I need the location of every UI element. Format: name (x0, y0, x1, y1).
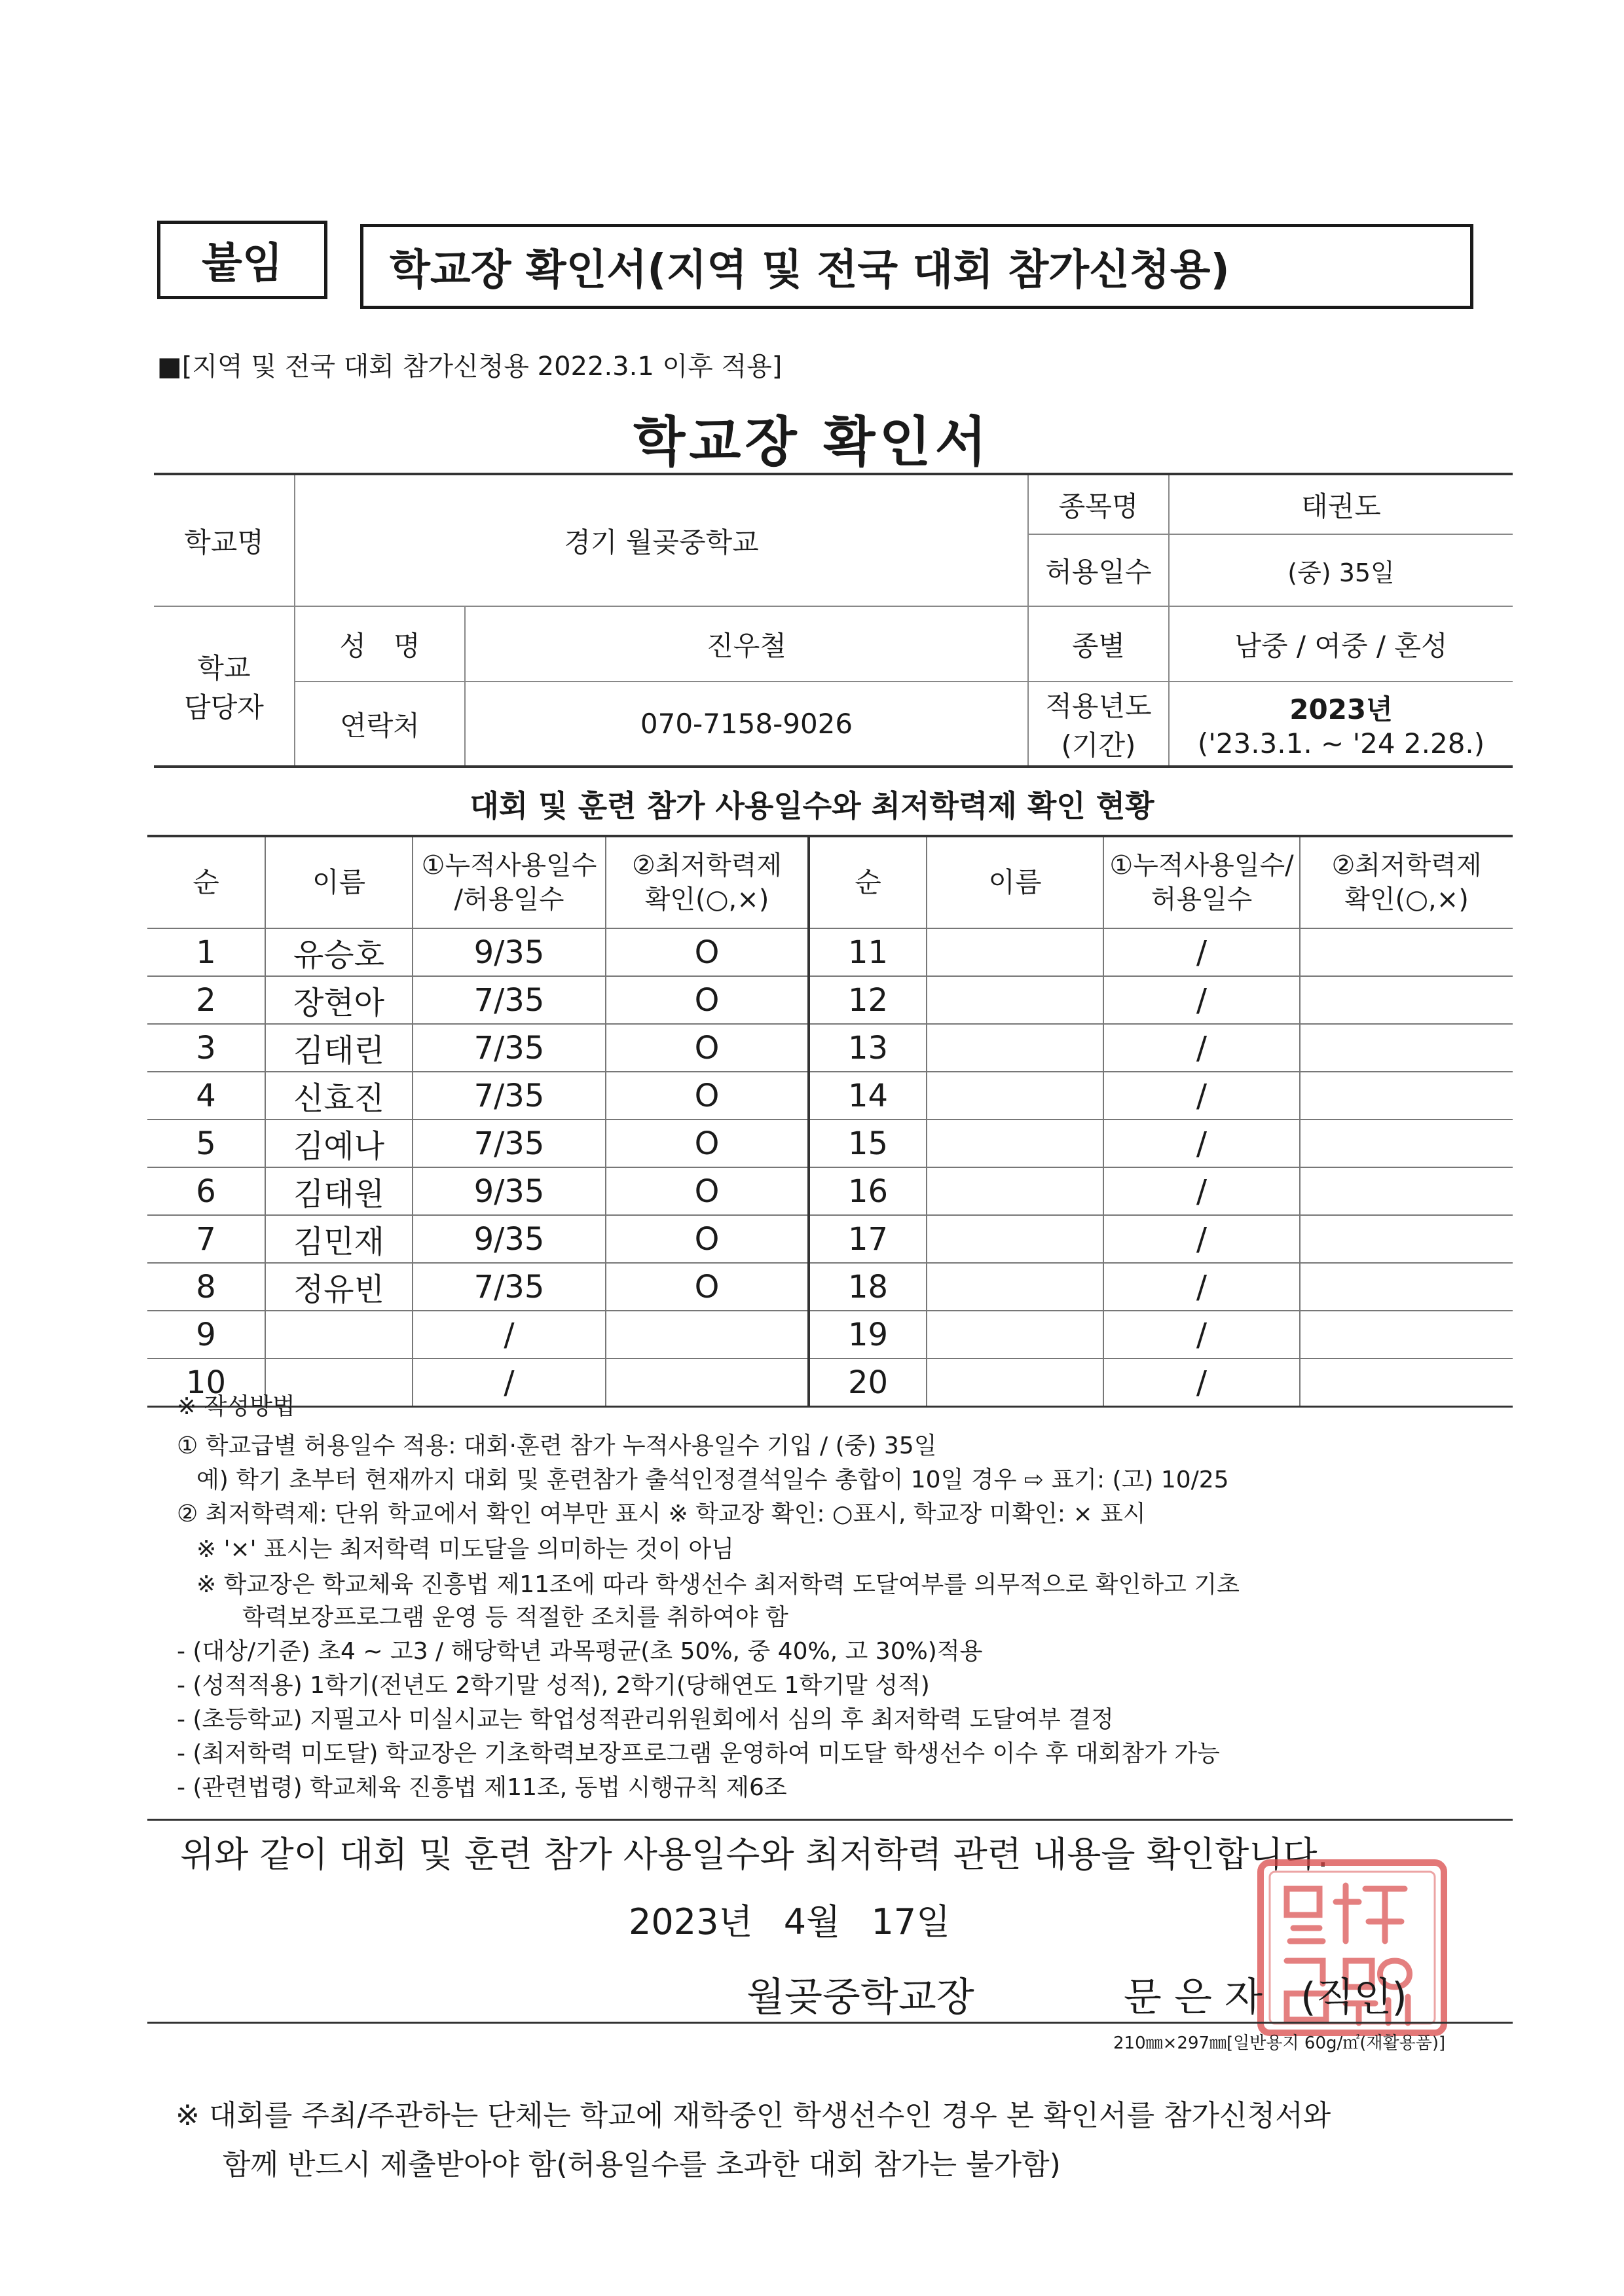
manager-label (154, 606, 295, 767)
cell-name-right (927, 928, 1103, 976)
table-row (147, 1167, 1513, 1215)
cell-days-right: / (1103, 1263, 1300, 1311)
category-value: 남중 / 여중 / 혼성 (1169, 606, 1513, 682)
table-row (147, 976, 1513, 1024)
cell-seq: 7 (147, 1215, 265, 1263)
divider (147, 1819, 1513, 1821)
cell-seq: 6 (147, 1167, 265, 1215)
cell-days-right: / (1103, 1311, 1300, 1358)
cell-seq: 8 (147, 1263, 265, 1311)
notes-heading: ※ 작성방법 (177, 1393, 295, 1420)
note-6: 학력보장프로그램 운영 등 적절한 조치를 취하여야 함 (242, 1604, 788, 1631)
cell-days: 9/35 (413, 1215, 606, 1263)
cell-name: 유승호 (265, 928, 413, 976)
year-value (1169, 682, 1513, 767)
year-value-period: ('23.3.1. ~ '24 2.28.) (1197, 727, 1485, 759)
cell-check-right (1300, 1311, 1513, 1358)
section-title: 대회 및 훈련 참가 사용일수와 최저학력제 확인 현황 (470, 788, 1154, 824)
cell-check-right (1300, 1215, 1513, 1263)
cell-days: 7/35 (413, 1024, 606, 1072)
col-check-header-line1: ②최저학력제 (631, 850, 783, 881)
year-label-line1: 적용년도 (1045, 689, 1152, 722)
cell-name: 김태린 (265, 1024, 413, 1072)
table-row (147, 1263, 1513, 1311)
name-label: 성 명 (295, 606, 465, 682)
note-1: ① 학교급별 허용일수 적용: 대회·훈련 참가 누적사용일수 기입 / (중) 35일 (177, 1432, 937, 1459)
sport-label: 종목명 (1028, 474, 1169, 534)
year-value-year: 2023년 (1289, 693, 1393, 725)
cell-seq: 4 (147, 1072, 265, 1120)
roster-body (147, 836, 1513, 1407)
cell-check: O (606, 1072, 809, 1120)
cell-seq-right: 15 (809, 1120, 927, 1167)
cell-check: O (606, 1167, 809, 1215)
note-7: - (대상/기준) 초4 ~ 고3 / 해당학년 과목평균(초 50%, 중 40%, 고 30%)적용 (177, 1638, 983, 1665)
roster-table (147, 835, 1513, 1408)
cell-seq-right: 11 (809, 928, 927, 976)
col-check-header-right (1300, 836, 1513, 928)
cell-days-right: / (1103, 1120, 1300, 1167)
cell-seq-right: 14 (809, 1072, 927, 1120)
roster-header-row (147, 836, 1513, 928)
cell-days-right: / (1103, 1358, 1300, 1407)
school-name-label: 학교명 (154, 474, 295, 606)
note-11: - (관련법령) 학교체육 진흥법 제11조, 동법 시행규칙 제6조 (177, 1774, 787, 1801)
cell-seq-right: 18 (809, 1263, 927, 1311)
manager-label-line2: 담당자 (184, 691, 264, 723)
year-label (1028, 682, 1169, 767)
cell-days: / (413, 1358, 606, 1407)
cell-name-right (927, 976, 1103, 1024)
cell-seq: 5 (147, 1120, 265, 1167)
cell-seq: 1 (147, 928, 265, 976)
cell-check-right (1300, 1120, 1513, 1167)
cell-days: / (413, 1311, 606, 1358)
allowed-days-label: 허용일수 (1028, 534, 1169, 606)
cell-name: 정유빈 (265, 1263, 413, 1311)
cell-name: 김민재 (265, 1215, 413, 1263)
col-days-header-right-line2: 허용일수 (1151, 884, 1253, 915)
col-seq-header-right: 순 (809, 836, 927, 928)
cell-name: 신효진 (265, 1072, 413, 1120)
col-check-header-line2: 확인(○,×) (644, 884, 769, 915)
cell-check-right (1300, 928, 1513, 976)
header-title: 학교장 확인서(지역 및 전국 대회 참가신청용) (390, 246, 1230, 295)
contact-label: 연락처 (295, 682, 465, 767)
cell-name: 김예나 (265, 1120, 413, 1167)
sport-value: 태권도 (1169, 474, 1513, 534)
footer-note-line2: 함께 반드시 제출받아야 함(허용일수를 초과한 대회 참가는 불가함) (223, 2148, 1061, 2181)
cell-days: 7/35 (413, 1120, 606, 1167)
col-days-header-right (1103, 836, 1300, 928)
cell-check (606, 1311, 809, 1358)
col-check-header-right-line1: ②최저학력제 (1331, 850, 1482, 881)
signer-title: 월곶중학교장 (747, 1975, 974, 2020)
cell-days: 7/35 (413, 1072, 606, 1120)
cell-check: O (606, 1120, 809, 1167)
paper-spec: 210㎜×297㎜[일반용지 60g/㎡(재활용품)] (1113, 2033, 1446, 2053)
col-days-header-line2: /허용일수 (454, 884, 564, 915)
cell-name-right (927, 1215, 1103, 1263)
manager-label-line1: 학교 (197, 652, 251, 684)
cell-check (606, 1358, 809, 1407)
name-value: 진우철 (465, 606, 1028, 682)
cell-seq-right: 12 (809, 976, 927, 1024)
cell-check: O (606, 1024, 809, 1072)
table-row (147, 1215, 1513, 1263)
cell-name-right (927, 1024, 1103, 1072)
cell-name-right (927, 1263, 1103, 1311)
cell-check: O (606, 1263, 809, 1311)
cell-seq-right: 13 (809, 1024, 927, 1072)
signer-line (747, 1966, 1407, 2022)
cell-check-right (1300, 1263, 1513, 1311)
note-9: - (초등학교) 지필고사 미실시교는 학업성적관리위원회에서 심의 후 최저학력 도달여부 결정 (177, 1706, 1114, 1733)
note-3: ② 최저학력제: 단위 학교에서 확인 여부만 표시 ※ 학교장 확인: ○표시, 학교장 미확인: × 표시 (177, 1501, 1146, 1527)
cell-seq-right: 16 (809, 1167, 927, 1215)
cell-check-right (1300, 1167, 1513, 1215)
note-4: ※ '×' 표시는 최저학력 미도달을 의미하는 것이 아님 (196, 1536, 734, 1563)
seal-label: (직인) (1301, 1975, 1407, 2020)
cell-name (265, 1311, 413, 1358)
divider (147, 2022, 1513, 2024)
col-seq-header: 순 (147, 836, 265, 928)
confirmation-statement: 위와 같이 대회 및 훈련 참가 사용일수와 최저학력 관련 내용을 확인합니다. (180, 1834, 1329, 1875)
header-title-box (360, 224, 1473, 309)
school-info-table (154, 473, 1513, 768)
note-5: ※ 학교장은 학교체육 진흥법 제11조에 따라 학생선수 최저학력 도달여부를 의무적으로 확인하고 기초 (196, 1571, 1240, 1598)
cell-check-right (1300, 976, 1513, 1024)
cell-days-right: / (1103, 1072, 1300, 1120)
allowed-days-value: (중) 35일 (1169, 534, 1513, 606)
category-label: 종별 (1028, 606, 1169, 682)
cell-seq-right: 20 (809, 1358, 927, 1407)
cell-days: 9/35 (413, 928, 606, 976)
col-check-header (606, 836, 809, 928)
cell-check: O (606, 976, 809, 1024)
table-row (147, 1072, 1513, 1120)
col-days-header-right-line1: ①누적사용일수/ (1109, 850, 1294, 881)
col-name-header: 이름 (265, 836, 413, 928)
cell-name-right (927, 1072, 1103, 1120)
note-10: - (최저학력 미도달) 학교장은 기초학력보장프로그램 운영하여 미도달 학생선수 이수 후 대회참가 가능 (177, 1740, 1220, 1767)
confirmation-date: 2023년 4월 17일 (629, 1901, 951, 1942)
table-row (147, 928, 1513, 976)
cell-seq-right: 17 (809, 1215, 927, 1263)
note-2: 예) 학기 초부터 현재까지 대회 및 훈련참가 출석인정결석일수 총합이 10일 경우 ⇨ 표기: (고) 10/25 (196, 1467, 1229, 1493)
cell-check-right (1300, 1072, 1513, 1120)
cell-days-right: / (1103, 1167, 1300, 1215)
col-check-header-right-line2: 확인(○,×) (1344, 884, 1469, 915)
cell-check: O (606, 928, 809, 976)
attachment-tag-label: 붙임 (202, 240, 283, 288)
cell-check-right (1300, 1024, 1513, 1072)
col-days-header (413, 836, 606, 928)
cell-days-right: / (1103, 1024, 1300, 1072)
cell-seq: 2 (147, 976, 265, 1024)
footer-note-line1: ※ 대회를 주최/주관하는 단체는 학교에 재학중인 학생선수인 경우 본 확인서를 참가신청서와 (175, 2099, 1331, 2132)
table-row (147, 1024, 1513, 1072)
cell-days-right: / (1103, 928, 1300, 976)
cell-days-right: / (1103, 976, 1300, 1024)
cell-name: 장현아 (265, 976, 413, 1024)
cell-name-right (927, 1311, 1103, 1358)
year-label-line2: (기간) (1061, 729, 1136, 761)
cell-days: 7/35 (413, 1263, 606, 1311)
cell-name-right (927, 1358, 1103, 1407)
cell-check: O (606, 1215, 809, 1263)
document-title: 학교장 확인서 (633, 411, 991, 473)
cell-seq-right: 19 (809, 1311, 927, 1358)
cell-days-right: / (1103, 1215, 1300, 1263)
cell-days: 7/35 (413, 976, 606, 1024)
cell-name-right (927, 1120, 1103, 1167)
table-row (147, 1358, 1513, 1407)
note-8: - (성적적용) 1학기(전년도 2학기말 성적), 2학기(당해연도 1학기말 성적) (177, 1672, 930, 1699)
cell-seq: 3 (147, 1024, 265, 1072)
table-row (147, 1120, 1513, 1167)
school-name-value: 경기 월곶중학교 (295, 474, 1028, 606)
col-days-header-line1: ①누적사용일수 (421, 850, 597, 881)
contact-value: 070-7158-9026 (465, 682, 1028, 767)
attachment-tag (157, 221, 327, 299)
cell-check-right (1300, 1358, 1513, 1407)
cell-name: 김태원 (265, 1167, 413, 1215)
signer-name: 문 은 자 (1123, 1975, 1263, 2020)
col-name-header-right: 이름 (927, 836, 1103, 928)
cell-seq: 10 (147, 1358, 265, 1407)
cell-name-right (927, 1167, 1103, 1215)
table-row (147, 1311, 1513, 1358)
cell-seq: 9 (147, 1311, 265, 1358)
cell-days: 9/35 (413, 1167, 606, 1215)
applicability-note: ■[지역 및 전국 대회 참가신청용 2022.3.1 이후 적용] (157, 352, 783, 382)
